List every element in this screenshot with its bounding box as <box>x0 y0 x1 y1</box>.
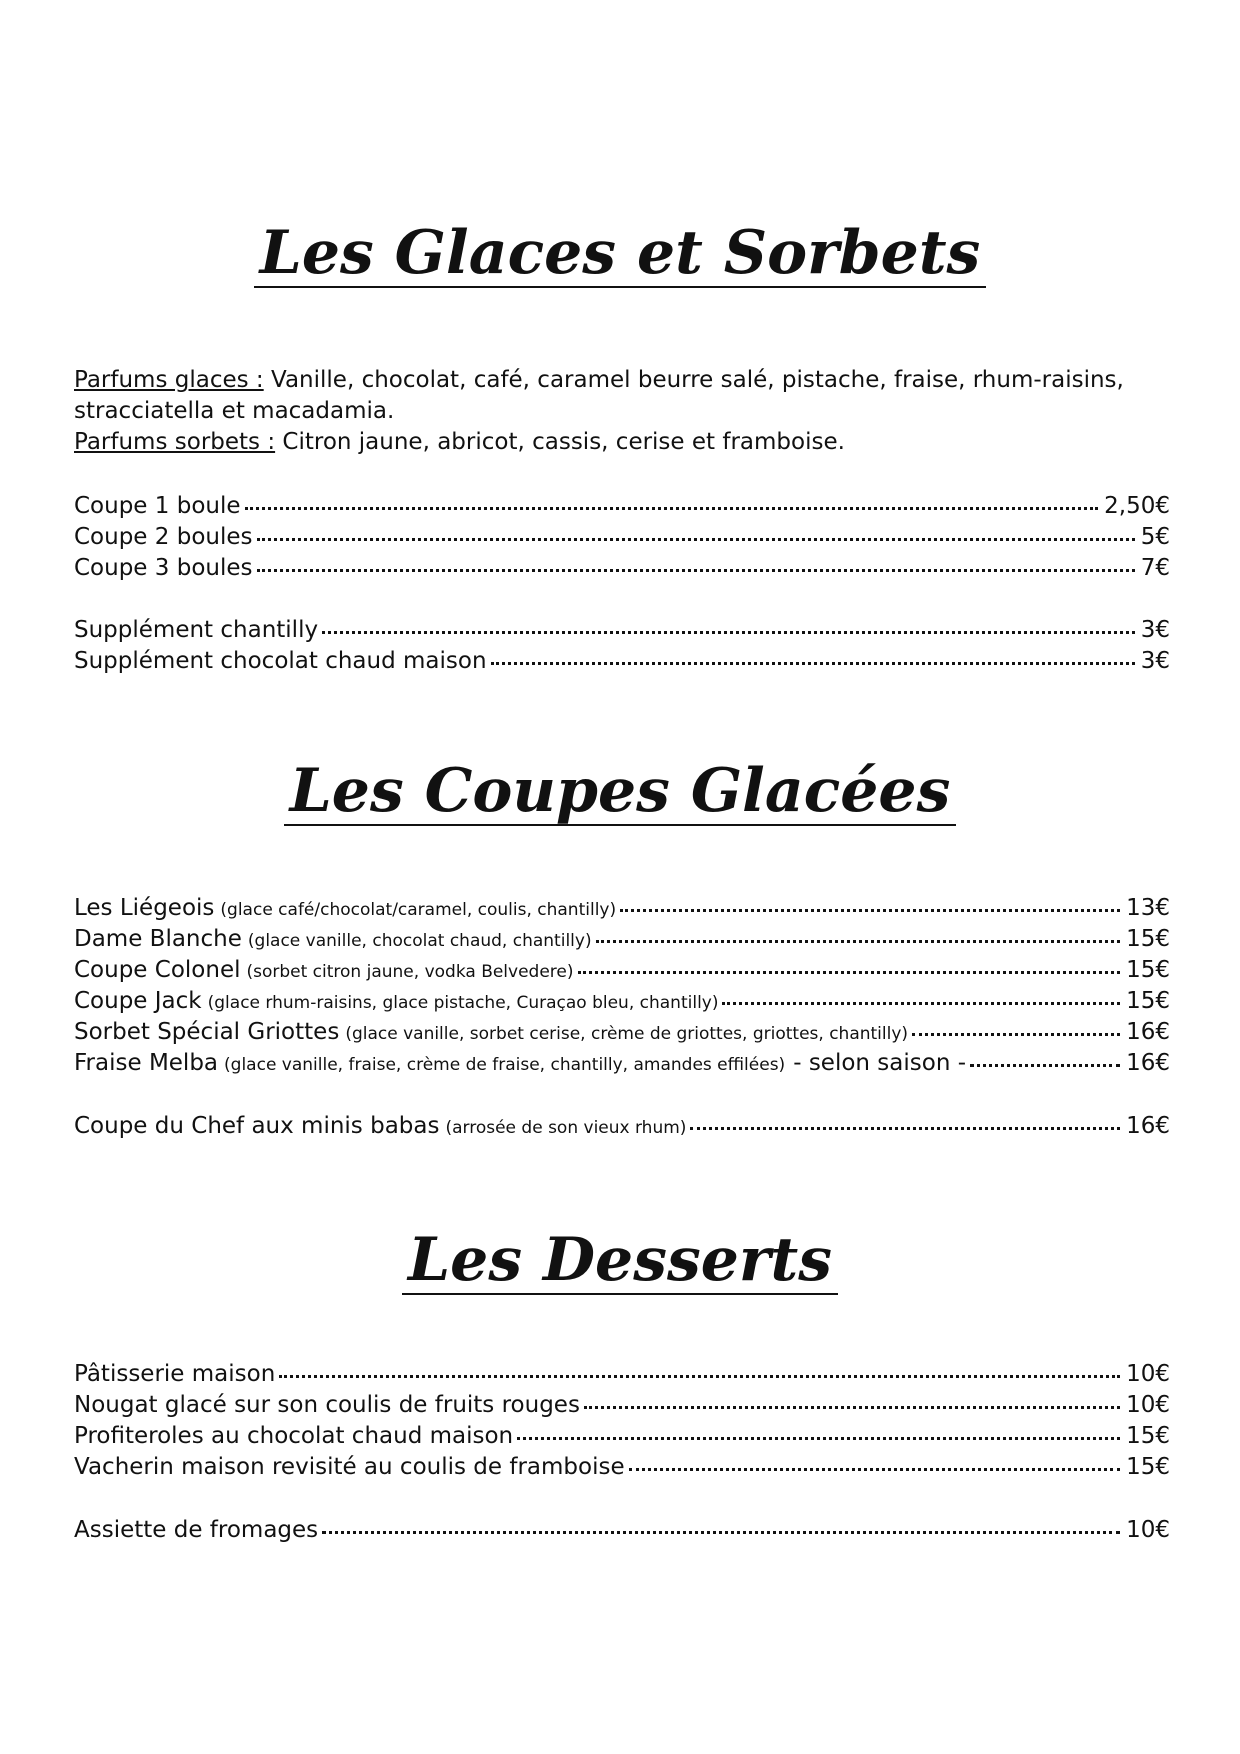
item-name: Assiette de fromages <box>74 1517 319 1543</box>
dot-leader <box>257 552 1135 575</box>
coupe-chef-list <box>74 1110 1170 1141</box>
item-price: 15€ <box>1126 957 1170 983</box>
sorbets-flavours <box>74 427 1170 458</box>
menu-item <box>74 490 1170 521</box>
item-name: Pâtisserie maison <box>74 1361 276 1387</box>
dot-leader <box>912 1016 1120 1039</box>
item-name: Coupe Colonel <box>74 957 241 983</box>
menu-item <box>74 1451 1170 1482</box>
item-name: Supplément chocolat chaud maison <box>74 648 487 674</box>
dot-leader <box>970 1047 1120 1070</box>
flavours-block <box>74 365 1170 458</box>
supplements-list <box>74 614 1170 676</box>
menu-item <box>74 985 1170 1016</box>
dot-leader <box>620 892 1120 915</box>
dot-leader <box>629 1451 1120 1474</box>
sorbets-flavours-label: Parfums sorbets : <box>74 429 276 455</box>
item-description: (glace rhum-raisins, glace pistache, Curaçao bleu, chantilly) <box>207 993 719 1013</box>
sorbets-flavours-text: Citron jaune, abricot, cassis, cerise et framboise. <box>282 429 845 455</box>
item-price: 10€ <box>1126 1361 1170 1387</box>
item-description: (glace café/chocolat/caramel, coulis, chantilly) <box>220 900 617 920</box>
item-name: Sorbet Spécial Griottes <box>74 1019 340 1045</box>
item-price: 5€ <box>1140 524 1170 550</box>
item-name: Les Liégeois <box>74 895 215 921</box>
menu-item <box>74 1514 1170 1545</box>
glaces-flavours-label: Parfums glaces : <box>74 367 264 393</box>
dot-leader <box>596 923 1121 946</box>
item-season-note: - selon saison - <box>793 1050 967 1076</box>
item-price: 3€ <box>1140 648 1170 674</box>
section-title-coupes: Les Coupes Glacées <box>0 756 1240 826</box>
fromages-list <box>74 1514 1170 1545</box>
item-name: Dame Blanche <box>74 926 242 952</box>
item-price: 13€ <box>1126 895 1170 921</box>
menu-item <box>74 954 1170 985</box>
menu-item <box>74 521 1170 552</box>
section-title-desserts: Les Desserts <box>0 1225 1240 1295</box>
menu-item <box>74 552 1170 583</box>
item-name: Coupe 2 boules <box>74 524 253 550</box>
item-price: 16€ <box>1126 1050 1170 1076</box>
glaces-flavours <box>74 365 1170 427</box>
item-price: 2,50€ <box>1104 493 1170 519</box>
menu-item <box>74 923 1170 954</box>
item-description: (sorbet citron jaune, vodka Belvedere) <box>246 962 574 982</box>
item-price: 15€ <box>1126 1423 1170 1449</box>
menu-item <box>74 1389 1170 1420</box>
item-name: Coupe 3 boules <box>74 555 253 581</box>
dot-leader <box>279 1358 1120 1381</box>
item-name: Vacherin maison revisité au coulis de framboise <box>74 1454 625 1480</box>
menu-item <box>74 1110 1170 1141</box>
item-price: 10€ <box>1126 1517 1170 1543</box>
dot-leader <box>578 954 1121 977</box>
dot-leader <box>257 521 1135 544</box>
menu-item <box>74 1047 1170 1078</box>
menu-item <box>74 614 1170 645</box>
item-description: (arrosée de son vieux rhum) <box>445 1118 687 1138</box>
section-title-glaces: Les Glaces et Sorbets <box>0 218 1240 288</box>
desserts-list <box>74 1358 1170 1482</box>
item-price: 15€ <box>1126 988 1170 1014</box>
dot-leader <box>491 645 1135 668</box>
item-name: Profiteroles au chocolat chaud maison <box>74 1423 514 1449</box>
menu-item <box>74 1358 1170 1389</box>
item-description: (glace vanille, fraise, crème de fraise, chantilly, amandes effilées) <box>224 1055 786 1075</box>
item-description: (glace vanille, sorbet cerise, crème de griottes, griottes, chantilly) <box>345 1024 909 1044</box>
item-name: Coupe du Chef aux minis babas <box>74 1113 440 1139</box>
coupes-base-list <box>74 490 1170 583</box>
item-price: 7€ <box>1140 555 1170 581</box>
menu-item <box>74 645 1170 676</box>
item-price: 15€ <box>1126 1454 1170 1480</box>
menu-item <box>74 1420 1170 1451</box>
item-name: Fraise Melba <box>74 1050 219 1076</box>
menu-item <box>74 892 1170 923</box>
dot-leader <box>517 1420 1120 1443</box>
item-name: Coupe 1 boule <box>74 493 241 519</box>
item-price: 3€ <box>1140 617 1170 643</box>
item-name: Coupe Jack <box>74 988 202 1014</box>
dot-leader <box>722 985 1120 1008</box>
dot-leader <box>245 490 1099 513</box>
item-price: 16€ <box>1126 1019 1170 1045</box>
item-name: Supplément chantilly <box>74 617 319 643</box>
item-price: 15€ <box>1126 926 1170 952</box>
dot-leader <box>584 1389 1120 1412</box>
dot-leader <box>690 1110 1120 1133</box>
menu-item <box>74 1016 1170 1047</box>
dot-leader <box>322 1514 1120 1537</box>
item-price: 16€ <box>1126 1113 1170 1139</box>
item-name: Nougat glacé sur son coulis de fruits rouges <box>74 1392 580 1418</box>
item-description: (glace vanille, chocolat chaud, chantilly) <box>247 931 592 951</box>
coupes-glacees-list <box>74 892 1170 1078</box>
item-price: 10€ <box>1126 1392 1170 1418</box>
dot-leader <box>322 614 1135 637</box>
glaces-flavours-text: Vanille, chocolat, café, caramel beurre salé, pistache, fraise, rhum-raisins, stracciatella et macadamia. <box>74 367 1124 424</box>
